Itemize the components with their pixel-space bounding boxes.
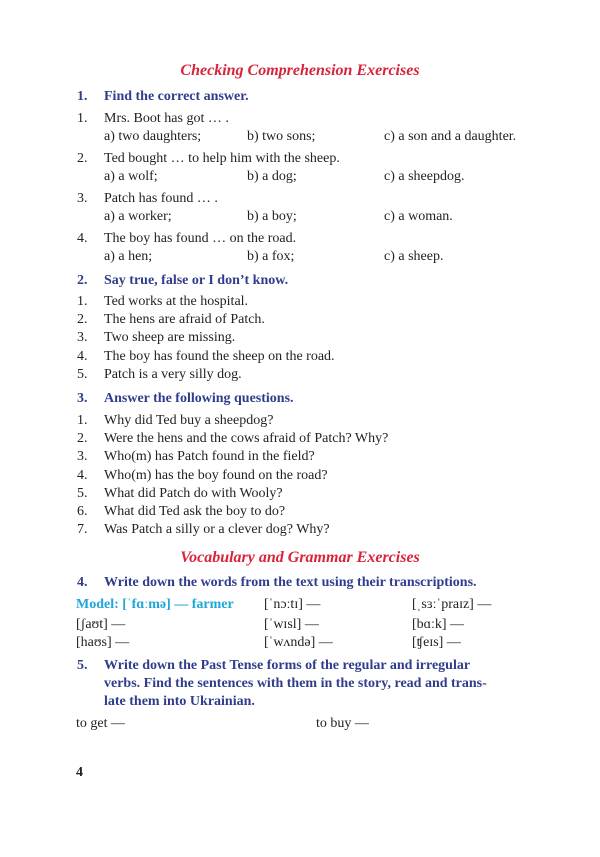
question-number: 6.: [77, 504, 88, 519]
exercise-2-number: 2.: [77, 273, 88, 288]
exercise-4-heading: Write down the words from the text using their transcriptions.: [104, 575, 477, 590]
exercise-4-model: Model: [ˈfɑːmə] — farmer: [76, 597, 234, 612]
exercise-5-number: 5.: [77, 658, 88, 673]
section-title-comprehension: Checking Comprehension Exercises: [180, 62, 420, 79]
section-title-vocabulary: Vocabulary and Grammar Exercises: [180, 549, 420, 566]
exercise-3-heading: Answer the following questions.: [104, 391, 294, 406]
statement-text: Two sheep are missing.: [104, 330, 236, 346]
question-text: What did Ted ask the boy to do?: [104, 504, 286, 519]
option-a: a) a worker;: [104, 209, 172, 224]
option-a: a) two daughters;: [104, 129, 202, 144]
question-text: Who(m) has the boy found on the road?: [104, 467, 328, 483]
exercise-1-number: 1.: [77, 89, 88, 104]
question-number: 3.: [77, 191, 88, 206]
exercise-5-line-2: verbs. Find the sentences with them in the story, read and trans-: [104, 676, 487, 691]
question-text: What did Patch do with Wooly?: [104, 485, 283, 501]
question-text: Patch has found … .: [104, 191, 218, 206]
option-c: c) a woman.: [384, 209, 453, 224]
transcription-cell: [ˌsɜːˈpraɪz] —: [412, 597, 492, 612]
question-text: Who(m) has Patch found in the field?: [104, 449, 315, 465]
option-b: b) a fox;: [247, 249, 295, 264]
question-number: 4.: [77, 231, 88, 246]
statement-number: 1.: [77, 294, 88, 309]
statement-number: 4.: [77, 348, 88, 364]
transcription-cell: [haʊs] —: [76, 635, 130, 650]
question-number: 5.: [77, 485, 88, 501]
question-number: 4.: [77, 467, 88, 483]
question-text: Was Patch a silly or a clever dog? Why?: [104, 522, 330, 538]
transcription-cell: [ˈnɔːtɪ] —: [264, 597, 321, 612]
question-text: The boy has found … on the road.: [104, 231, 297, 246]
statement-text: The boy has found the sheep on the road.: [104, 348, 335, 364]
question-text: Were the hens and the cows afraid of Patch? Why?: [104, 431, 389, 447]
transcription-cell: [ˈwɪsl] —: [264, 617, 319, 632]
option-c: c) a sheepdog.: [384, 169, 465, 184]
exercise-5-line-1: Write down the Past Tense forms of the regular and irregular: [104, 658, 471, 673]
statement-number: 3.: [77, 330, 88, 346]
transcription-cell: [ˈwʌndə] —: [264, 635, 333, 650]
exercise-4-number: 4.: [77, 575, 88, 590]
statement-number: 5.: [77, 366, 88, 382]
question-text: Why did Ted buy a sheepdog?: [104, 413, 274, 428]
question-number: 2.: [77, 151, 88, 166]
question-text: Ted bought … to help him with the sheep.: [104, 151, 340, 166]
option-a: a) a wolf;: [104, 169, 158, 184]
question-number: 2.: [77, 431, 88, 447]
transcription-cell: [ʃaʊt] —: [76, 617, 126, 632]
exercise-3-number: 3.: [77, 391, 88, 406]
exercise-5-to-get: to get —: [76, 716, 125, 731]
exercise-5-line-3: late them into Ukrainian.: [104, 694, 255, 709]
option-b: b) two sons;: [247, 129, 316, 144]
question-number: 7.: [77, 522, 88, 538]
option-a: a) a hen;: [104, 249, 153, 264]
statement-text: The hens are afraid of Patch.: [104, 312, 265, 328]
statement-text: Patch is a very silly dog.: [104, 366, 242, 382]
transcription-cell: [bɑːk] —: [412, 617, 465, 632]
question-text: Mrs. Boot has got … .: [104, 111, 229, 126]
question-number: 1.: [77, 111, 88, 126]
option-c: c) a son and a daughter.: [384, 129, 517, 144]
option-c: c) a sheep.: [384, 249, 444, 264]
statement-text: Ted works at the hospital.: [104, 294, 249, 309]
page-number: 4: [76, 765, 83, 780]
option-b: b) a boy;: [247, 209, 297, 224]
transcription-cell: [ʧeɪs] —: [412, 635, 461, 650]
exercise-5-to-buy: to buy —: [316, 716, 369, 731]
question-number: 1.: [77, 413, 88, 428]
exercise-1-heading: Find the correct answer.: [104, 89, 249, 104]
option-b: b) a dog;: [247, 169, 297, 184]
exercise-2-heading: Say true, false or I don’t know.: [104, 273, 289, 288]
statement-number: 2.: [77, 312, 88, 328]
question-number: 3.: [77, 449, 88, 465]
